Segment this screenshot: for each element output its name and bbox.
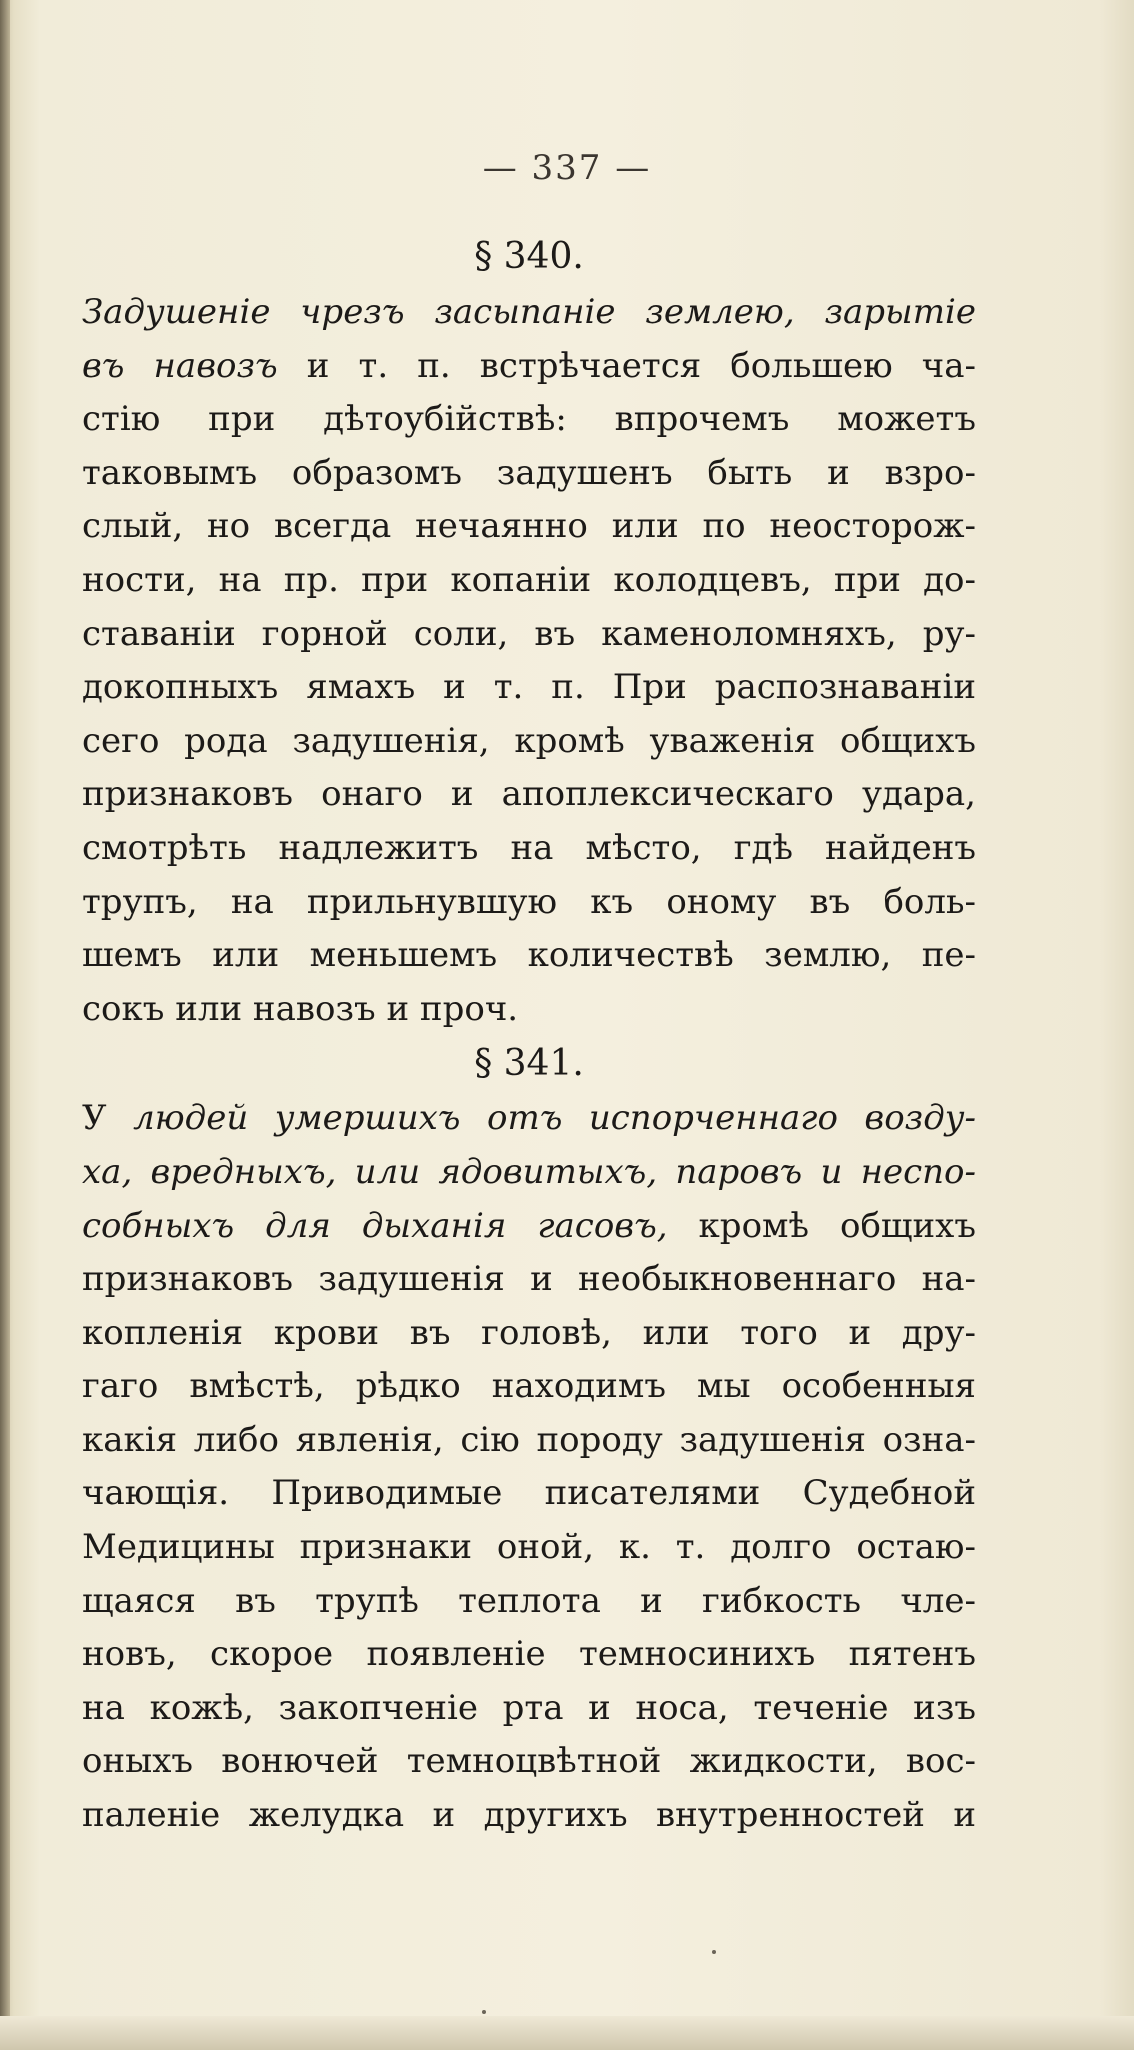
text-run: кромѣ общихъ [667,1205,976,1246]
text-line [82,822,976,876]
text-line [82,1521,976,1575]
text-run: признаковъ задушенія и необыкновеннаго на- [82,1259,976,1300]
text-run: слый, но всегда нечаянно или по неосторож- [82,506,976,547]
text-line [82,1253,976,1307]
text-run: шемъ или меньшемъ количествѣ землю, пе- [82,935,976,976]
section-heading-340: § 340. [474,236,584,277]
section-heading-341: § 341. [474,1043,584,1085]
text-run: новъ, скорое появленіе темносинихъ пятенъ [82,1634,976,1675]
text-line [82,876,976,930]
text-run: гаго вмѣстѣ, рѣдко находимъ мы особенныя [82,1366,976,1407]
page-number: — 337 — [482,148,652,188]
text-run: сокъ или навозъ и проч. [82,988,519,1029]
text-run: и т. п. встрѣчается большею ча- [277,345,976,386]
paper-speck [482,2010,486,2014]
italic-text: въ навозъ [82,345,278,386]
text-line [82,608,976,662]
text-line [82,983,976,1037]
text-line [82,1789,976,1843]
text-run: на кожѣ, закопченіе рта и носа, теченіе изъ [82,1687,976,1728]
text-line [82,661,976,715]
text-line [82,1092,976,1146]
text-run: чающія. Приводимые писателями Судебной [82,1473,976,1514]
section-340-paragraph [82,286,976,1036]
text-line [82,1360,976,1414]
text-run: Медицины признаки оной, к. т. долго остаю- [82,1527,976,1568]
text-run: какія либо явленія, сію породу задушенія озна- [82,1419,976,1460]
text-run: сего рода задушенія, кромѣ уваженія общихъ [82,720,976,761]
text-line [82,1200,976,1254]
italic-text: людей умершихъ отъ испорченнаго возду- [133,1098,976,1139]
italic-text: Задушеніе чрезъ засыпаніе землею, зарытіе [82,292,976,332]
text-line [82,554,976,608]
text-run: ности, на пр. при копаніи колодцевъ, при до- [82,559,976,600]
text-line [82,447,976,501]
section-341-paragraph [82,1092,976,1842]
text-line [82,1307,976,1361]
text-line [82,500,976,554]
text-run: У [82,1098,134,1139]
italic-text: собныхъ для дыханія гасовъ, [82,1205,668,1246]
text-line [82,393,976,447]
paper-speck [712,1950,716,1954]
binding-shadow [0,0,10,2050]
text-line [82,715,976,769]
text-run: щаяся въ трупѣ теплота и гибкость чле- [82,1580,976,1621]
page-bottom-edge [0,2016,1134,2050]
text-run: признаковъ онаго и апоплексическаго удара, [82,774,976,815]
text-line [82,929,976,983]
text-line [82,1735,976,1789]
text-run: паленіе желудка и другихъ внутренностей и [82,1795,976,1836]
text-run: оныхъ вонючей темноцвѣтной жидкости, вос- [82,1741,976,1782]
italic-text: ха, вредныхъ, или ядовитыхъ, паровъ и неспо- [82,1151,976,1192]
text-run: стію при дѣтоубійствѣ: впрочемъ можетъ [82,399,976,440]
text-run: копленія крови въ головѣ, или того и дру- [82,1312,976,1353]
text-line [82,1575,976,1629]
text-line [82,286,976,340]
text-line [82,1146,976,1200]
text-run: таковымъ образомъ задушенъ быть и взро- [82,452,976,493]
text-line [82,340,976,394]
text-line [82,1467,976,1521]
text-line [82,1682,976,1736]
text-line [82,768,976,822]
text-run: докопныхъ ямахъ и т. п. При распознаваніи [82,667,976,708]
body-text [82,228,976,1843]
text-line [82,1628,976,1682]
text-run: трупъ, на прильнувшую къ оному въ боль- [82,881,976,922]
text-run: ставаніи горной соли, въ каменоломняхъ, ру- [82,613,976,654]
text-run: смотрѣть надлежитъ на мѣсто, гдѣ найденъ [82,827,976,868]
text-line [82,1414,976,1468]
